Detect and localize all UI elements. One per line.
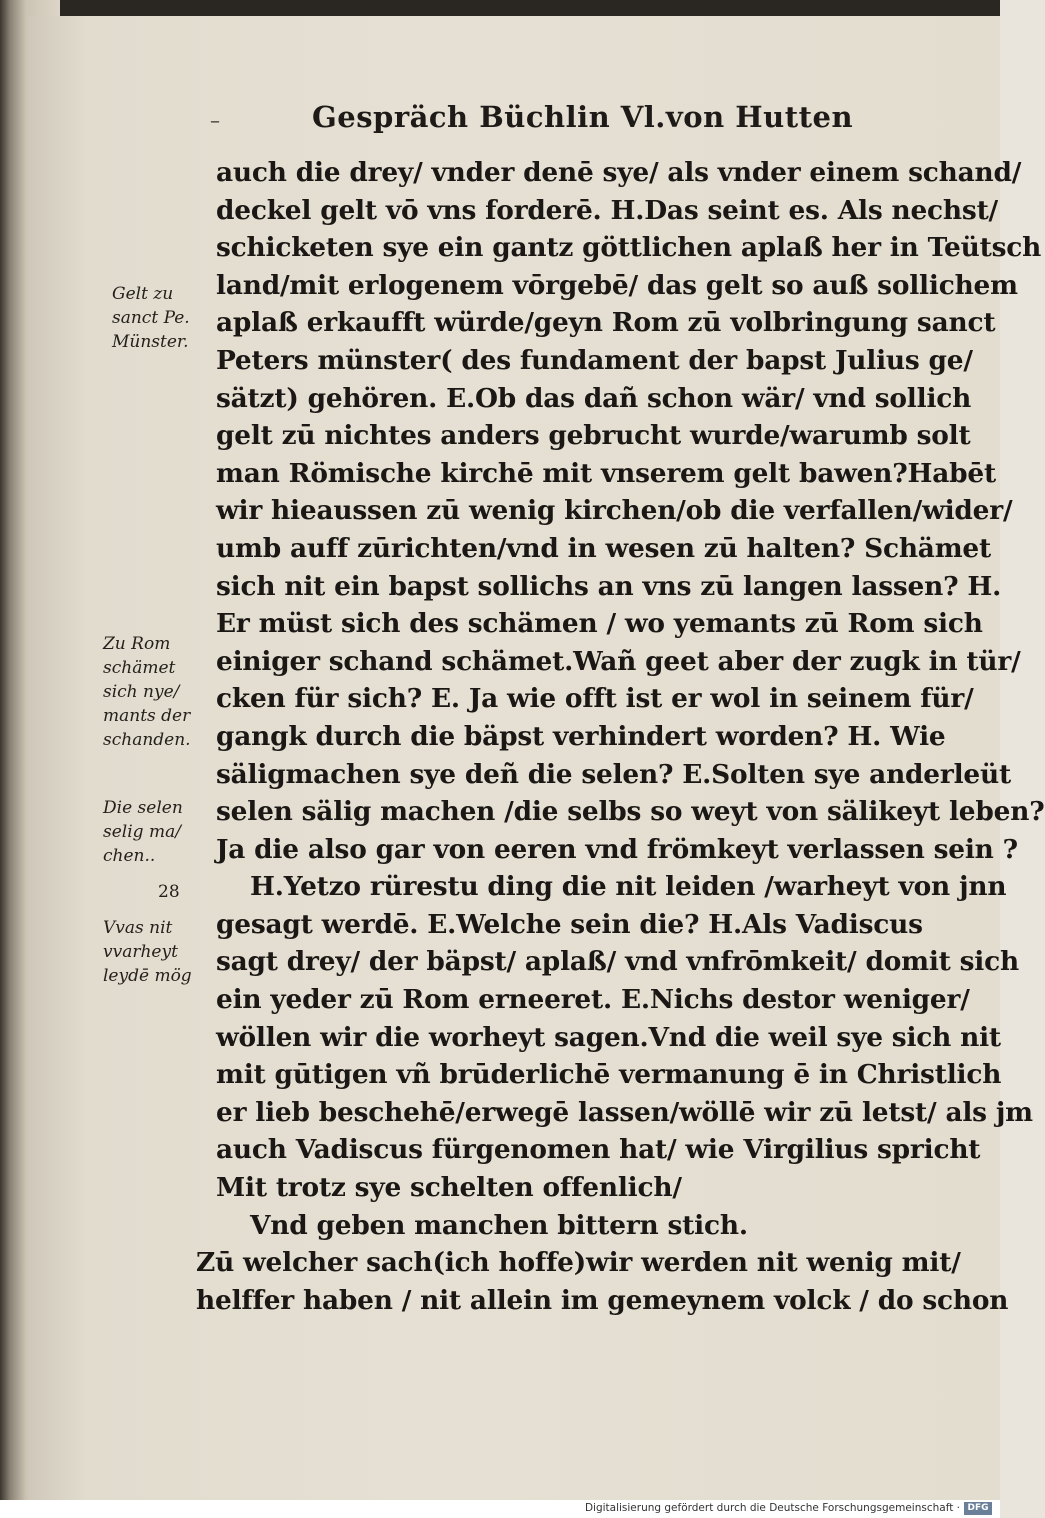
text-line: H.Yetzo rürestu ding die nit leiden /warheyt von jnn xyxy=(250,871,1007,903)
text-line: einiger schand schämet.Wañ geet aber der zugk in tür/ xyxy=(216,645,1021,677)
text-line: er lieb beschehē/erwegē lassen/wöllē wir zū letst/ als jm xyxy=(216,1096,1033,1128)
scan-top-border xyxy=(0,0,1000,16)
text-line: sich nit ein bapst sollichs an vns zū langen lassen? H. xyxy=(216,570,1002,602)
text-line: helffer haben / nit allein im gemeynem volck / do schon xyxy=(196,1284,1009,1316)
text-line: Er müst sich des schämen / wo yemants zū Rom sich xyxy=(216,608,983,640)
margin-note-line: schämet xyxy=(103,658,176,678)
text-line: Mit trotz sye schelten offenlich/ xyxy=(216,1172,682,1204)
margin-note-line: 28 xyxy=(158,882,180,902)
margin-note-line: Münster. xyxy=(112,332,189,352)
text-line: selen sälig machen /die selbs so weyt von sälikeyt leben? xyxy=(216,796,1045,828)
text-line: auch Vadiscus fürgenomen hat/ wie Virgilius spricht xyxy=(216,1134,981,1166)
running-title: Gespräch Büchlin Vl.von Hutten xyxy=(312,100,854,134)
text-line: gesagt werdē. E.Welche sein die? H.Als Vadiscus xyxy=(216,908,923,940)
margin-note-selen xyxy=(103,796,183,868)
text-line: Peters münster( des fundament der bapst Julius ge/ xyxy=(216,344,973,376)
margin-note-line: vvarheyt xyxy=(103,942,178,962)
margin-note-gelt xyxy=(112,282,190,354)
text-line: gangk durch die bäpst verhindert worden? H. Wie xyxy=(216,720,946,752)
text-line: man Römische kirchē mit vnserem gelt bawen?Habēt xyxy=(216,457,996,489)
margin-note-line: leydē mög xyxy=(103,966,192,986)
margin-note-number xyxy=(158,880,180,904)
text-line: cken für sich? E. Ja wie offt ist er wol in seinem für/ xyxy=(216,683,974,715)
margin-note-rom xyxy=(103,632,191,752)
margin-note-line: Vvas nit xyxy=(103,918,173,938)
body-text xyxy=(196,154,1045,1319)
text-line: säligmachen sye deñ die selen? E.Solten sye anderleüt xyxy=(216,758,1011,790)
text-line: sätzt) gehören. E.Ob das dañ schon wär/ vnd sollich xyxy=(216,382,972,414)
margin-note-line: Zu Rom xyxy=(103,634,171,654)
text-line: Ja die also gar von eeren vnd frömkeyt verlassen sein ? xyxy=(216,833,1018,865)
text-line: sagt drey/ der bäpst/ aplaß/ vnd vnfrōmkeit/ domit sich xyxy=(216,946,1019,978)
margin-note-warheyt xyxy=(103,916,192,988)
text-line: ein yeder zū Rom erneeret. E.Nichs destor weniger/ xyxy=(216,984,970,1016)
margin-note-line: sanct Pe. xyxy=(112,308,190,328)
margin-note-line: selig ma/ xyxy=(103,822,181,842)
margin-note-line: Die selen xyxy=(103,798,183,818)
margin-note-line: chen.. xyxy=(103,846,156,866)
text-line: land/mit erlogenem vōrgebē/ das gelt so auß sollichem xyxy=(216,269,1018,301)
margin-note-line: schanden. xyxy=(103,730,191,750)
text-line: deckel gelt vō vns forderē. H.Das seint es. Als nechst/ xyxy=(216,194,998,226)
header-dash: – xyxy=(210,108,220,132)
text-line: Vnd geben manchen bittern stich. xyxy=(250,1209,748,1241)
funding-credit: Digitalisierung gefördert durch die Deutsche Forschungsgemeinschaft · xyxy=(584,1502,960,1514)
text-line: gelt zū nichtes anders gebrucht wurde/warumb solt xyxy=(216,420,971,452)
text-line: wir hieaussen zū wenig kirchen/ob die verfallen/wider/ xyxy=(216,495,1013,527)
margin-note-line: sich nye/ xyxy=(103,682,180,702)
text-line: mit gūtigen vñ brūderlichē vermanung ē in Christlich xyxy=(216,1059,1002,1091)
text-line: umb auff zūrichten/vnd in wesen zū halten? Schämet xyxy=(216,532,992,564)
text-line: Zū welcher sach(ich hoffe)wir werden nit wenig mit/ xyxy=(196,1247,961,1279)
text-line: auch die drey/ vnder denē sye/ als vnder einem schand/ xyxy=(216,157,1022,188)
margin-note-line: Gelt zu xyxy=(112,284,174,304)
dfg-logo: DFG xyxy=(964,1502,992,1515)
text-line: wöllen wir die worheyt sagen.Vnd die weil sye sich nit xyxy=(216,1021,1001,1053)
margin-note-line: mants der xyxy=(103,706,191,726)
text-line: schicketen sye ein gantz göttlichen aplaß her in Teütsch xyxy=(216,232,1042,264)
text-line: aplaß erkaufft würde/geyn Rom zū volbringung sanct xyxy=(216,307,996,339)
